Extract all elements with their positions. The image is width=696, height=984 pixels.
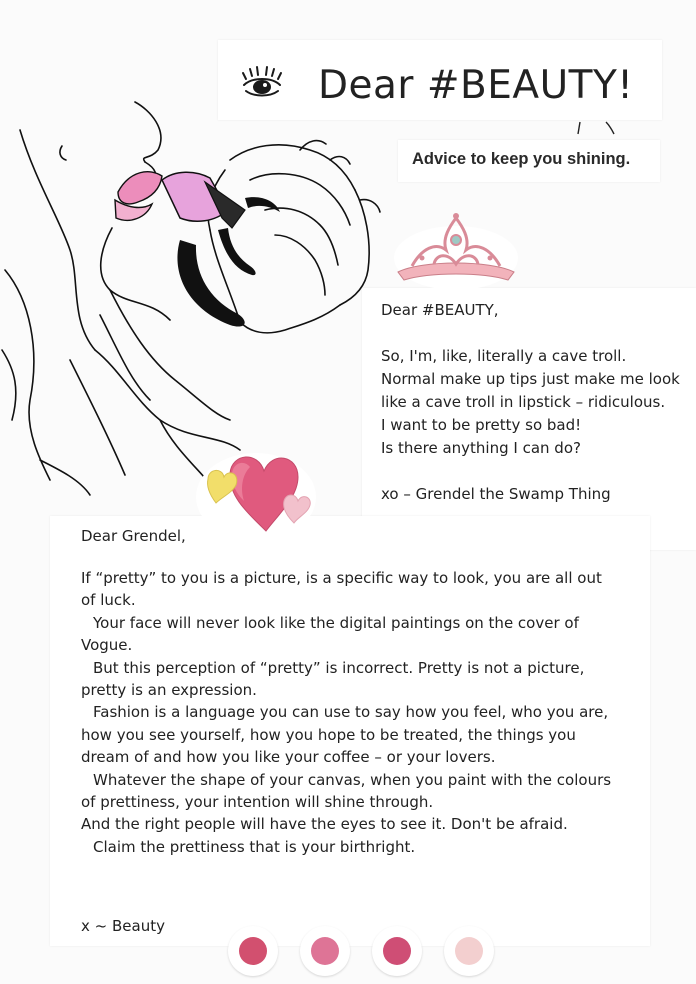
hearts-sticker — [192, 445, 322, 545]
letter-line: Normal make up tips just make me look like a cave troll in lipstick – ridiculous. — [381, 370, 680, 411]
reply-paragraph: Whatever the shape of your canvas, when you paint with the colours of prettiness, your intention will shine through. — [81, 770, 612, 812]
swatch-color — [455, 937, 483, 965]
color-swatches — [228, 926, 498, 980]
decorative-marks — [570, 118, 620, 138]
swatch-color — [239, 937, 267, 965]
header — [240, 55, 650, 115]
reply-paragraph: Your face will never look like the digital paintings on the cover of Vogue. — [81, 613, 579, 655]
reply-paragraph: If “pretty” to you is a picture, is a specific way to look, you are all out of luck. — [81, 569, 602, 610]
letter-line: So, I'm, like, literally a cave troll. — [381, 347, 627, 365]
tiara-sticker — [392, 208, 520, 292]
reply-signoff: x ~ Beauty — [81, 917, 165, 935]
reply-paragraph: And the right people will have the eyes to see it. Don't be afraid. — [81, 815, 568, 834]
letter-line: Is there anything I can do? — [381, 439, 581, 457]
letter-signoff: xo – Grendel the Swamp Thing — [381, 485, 611, 503]
lips — [118, 172, 162, 204]
reply-paragraph: Fashion is a language you can use to say how you feel, who you are, how you see yourself, how you hope to be treated, the things you dream of and how you like your coffee – or your lovers. — [81, 703, 609, 767]
reply-greeting: Dear Grendel, — [81, 527, 186, 545]
reply-paragraph: But this perception of “pretty” is incorrect. Pretty is not a picture, pretty is an expression. — [81, 658, 585, 700]
letter-line: I want to be pretty so bad! — [381, 416, 582, 434]
swatch-color — [311, 937, 339, 965]
swatch — [228, 926, 278, 976]
page-title: Dear #BEAUTY! — [318, 62, 634, 108]
swatch — [444, 926, 494, 976]
swatch-color — [383, 937, 411, 965]
troll-applying-lipstick-illustration — [0, 100, 400, 500]
swatch — [300, 926, 350, 976]
reply-paragraph: Claim the prettiness that is your birthright. — [93, 837, 416, 856]
letter-greeting: Dear #BEAUTY, — [381, 301, 499, 319]
reader-letter — [381, 299, 691, 506]
eye-icon — [240, 65, 284, 105]
reply-body — [81, 567, 621, 858]
swatch — [372, 926, 422, 976]
subtitle: Advice to keep you shining. — [412, 150, 631, 168]
